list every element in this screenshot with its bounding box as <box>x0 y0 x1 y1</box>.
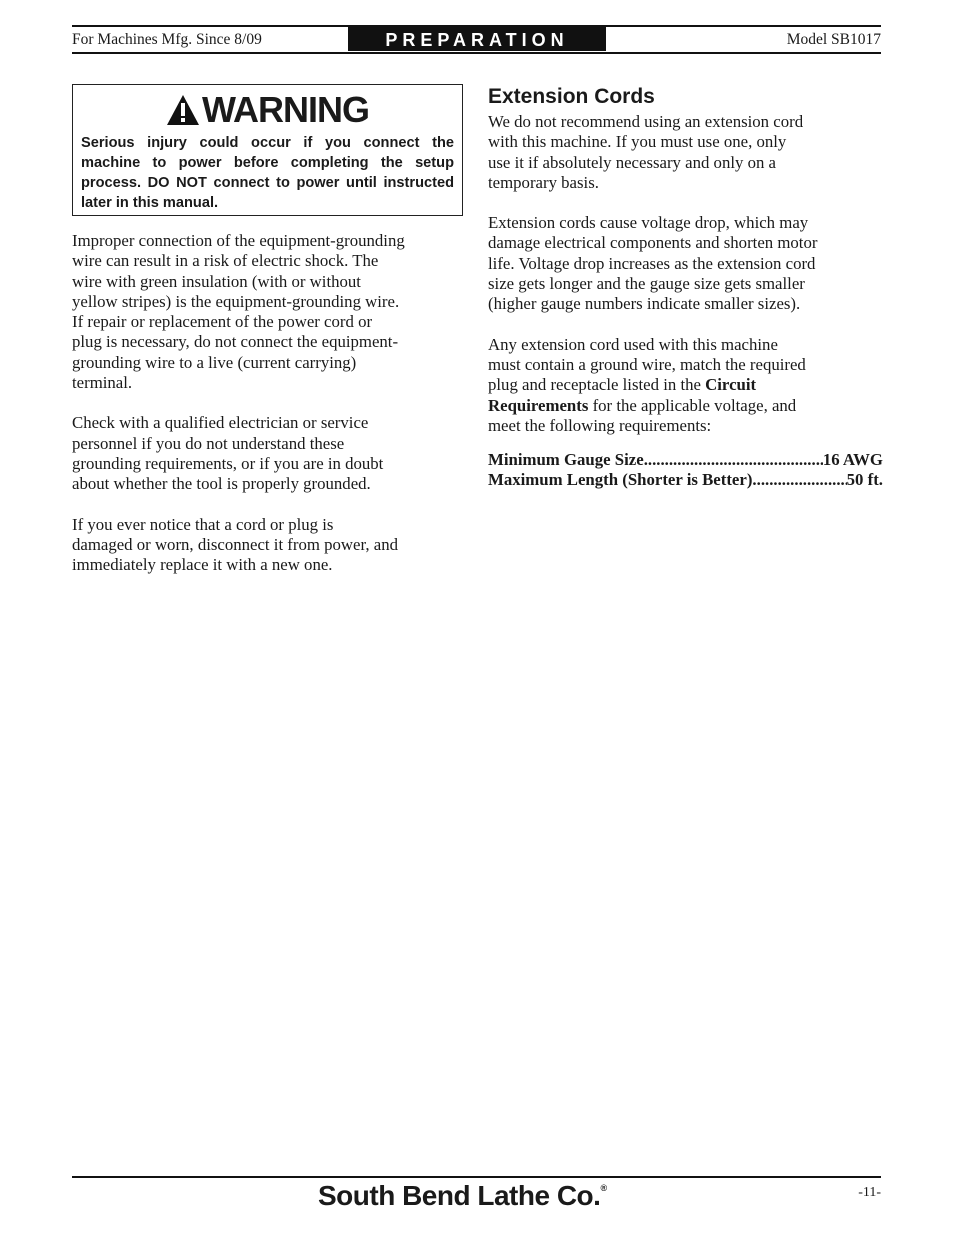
warning-title: WARNING <box>202 89 369 130</box>
requirement-label: Minimum Gauge Size <box>488 450 644 470</box>
requirements-list <box>488 450 883 491</box>
paragraph-damaged-cord: If you ever notice that a cord or plug is damaged or worn, disconnect it from power, and immediately replace it with a new one. <box>72 514 398 575</box>
warning-box <box>72 84 463 216</box>
header-bottom-rule <box>72 52 881 54</box>
requirement-gauge <box>488 450 883 470</box>
requirement-label: Maximum Length (Shorter is Better) <box>488 470 753 490</box>
page-header <box>72 24 881 54</box>
warning-triangle-icon <box>166 94 200 126</box>
leader-dots <box>644 450 823 470</box>
requirements-text-end: for the applicable voltage, and meet the following requirements: <box>488 395 797 435</box>
header-machines-note: For Machines Mfg. Since 8/09 <box>72 31 262 48</box>
circuit-requirements-ref-2: Requirements <box>488 395 589 415</box>
paragraph-no-extension: We do not recommend using an extension cord with this machine. If you must use one, only use it if absolutely necessary and only on a temporary basis. <box>488 112 804 192</box>
right-column <box>488 84 883 491</box>
requirement-length <box>488 470 883 490</box>
section-banner: PREPARATION <box>348 27 606 51</box>
registered-mark: ® <box>600 1182 607 1193</box>
leader-dots <box>752 470 846 490</box>
extension-cords-heading: Extension Cords <box>488 85 655 108</box>
header-model: Model SB1017 <box>786 31 881 48</box>
requirement-value: 16 AWG <box>822 450 883 470</box>
requirement-value: 50 ft. <box>846 470 883 490</box>
paragraph-grounding: Improper connection of the equipment-grounding wire can result in a risk of electric shock. The wire with green insulation (with or without yellow stripes) is the equipment-grounding wire. If repair or replacement of the power cord or plug is necessary, do not connect the equipment- grounding wire to a live (current carrying) terminal. <box>72 231 405 393</box>
warning-heading <box>81 91 454 129</box>
warning-text: Serious injury could occur if you connect the machine to power before completing the setup process. DO NOT connect to power until instructed later in this manual. <box>81 135 454 211</box>
logo-text: South Bend Lathe Co. <box>318 1180 601 1211</box>
circuit-requirements-ref: Circuit <box>705 375 757 395</box>
requirements-text-start: Any extension cord used with this machine must contain a ground wire, match the required plug and receptacle listed in the <box>488 334 806 395</box>
footer-rule <box>72 1176 881 1178</box>
left-column <box>72 84 466 575</box>
paragraph-requirements <box>488 335 883 436</box>
paragraph-electrician: Check with a qualified electrician or service personnel if you do not understand these grounding requirements, or if you are in doubt about whether the tool is properly grounded. <box>72 413 384 494</box>
company-logo <box>318 1180 607 1212</box>
paragraph-voltage-drop: Extension cords cause voltage drop, which may damage electrical components and shorten motor life. Voltage drop increases as the extension cord size gets longer and the gauge size gets smaller (higher gauge numbers indicate smaller sizes). <box>488 213 818 314</box>
page-number: -11- <box>858 1185 881 1200</box>
